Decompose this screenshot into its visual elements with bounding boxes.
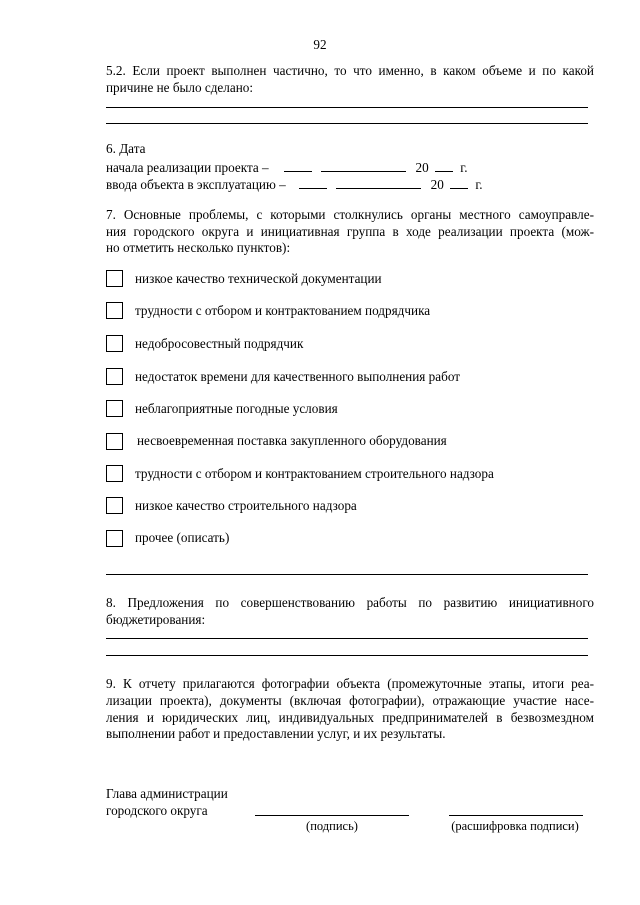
signature-decoding-caption: (расшифровка подписи)	[451, 819, 579, 833]
checkbox-option-3[interactable]	[106, 335, 123, 352]
section-5-2-line-1: 5.2. Если проект выполнен частично, то что именно, в каком объеме и по какой	[106, 63, 594, 78]
checkbox-option-6[interactable]	[106, 433, 123, 450]
option-label-3: недобросовестный подрядчик	[135, 336, 304, 351]
start-date-row	[106, 159, 468, 174]
option-label-4: недостаток времени для качественного выполнения работ	[135, 369, 460, 384]
answer-line-other[interactable]	[106, 574, 588, 575]
checkbox-option-2[interactable]	[106, 302, 123, 319]
signatory-title-line-1: Глава администрации	[106, 786, 228, 801]
answer-line-5-2-b[interactable]	[106, 123, 588, 124]
answer-line-8-b[interactable]	[106, 655, 588, 656]
section-9-line-3: ления и юридических лиц, индивидуальных предпринимателей в безвозмездном	[106, 710, 594, 725]
option-label-5: неблагоприятные погодные условия	[135, 401, 338, 416]
option-label-1: низкое качество технической документации	[135, 271, 382, 286]
start-day-field[interactable]	[284, 159, 312, 172]
signature-decoding-line[interactable]	[449, 815, 583, 816]
option-label-2: трудности с отбором и контрактованием подрядчика	[135, 303, 431, 318]
section-7-line-3: но отметить несколько пунктов):	[106, 240, 291, 255]
checkbox-option-7[interactable]	[106, 465, 123, 482]
section-6-title: 6. Дата	[106, 141, 146, 156]
commission-year-prefix: 20	[430, 177, 444, 192]
section-7-line-2: ния городского округа и инициативная группа в ходе реализации проекта (мож-	[106, 224, 594, 239]
section-9-line-2: лизации проекта), документы (включая фотографии), отражающие участие насе-	[106, 693, 594, 708]
commission-day-field[interactable]	[299, 176, 327, 189]
checkbox-option-8[interactable]	[106, 497, 123, 514]
signature-caption: (подпись)	[306, 819, 358, 833]
section-8-line-2: бюджетирования:	[106, 612, 206, 627]
commission-date-label: ввода объекта в эксплуатацию –	[106, 177, 286, 192]
checkbox-option-5[interactable]	[106, 400, 123, 417]
option-label-8: низкое качество строительного надзора	[135, 498, 357, 513]
checkbox-option-1[interactable]	[106, 270, 123, 287]
checkbox-option-9[interactable]	[106, 530, 123, 547]
section-8-line-1: 8. Предложения по совершенствованию работы по развитию инициативного	[106, 595, 594, 610]
signatory-title-line-2: городского округа	[106, 803, 208, 818]
answer-line-8-a[interactable]	[106, 638, 588, 639]
section-5-2-line-2: причине не было сделано:	[106, 80, 254, 95]
commission-year-field[interactable]	[450, 176, 468, 189]
page-number: 92	[313, 37, 327, 52]
start-month-field[interactable]	[321, 159, 406, 172]
start-year-suffix: г.	[460, 160, 468, 175]
start-year-prefix: 20	[415, 160, 429, 175]
section-9-line-1: 9. К отчету прилагаются фотографии объекта (промежуточные этапы, итоги реа-	[106, 676, 594, 691]
answer-line-5-2-a[interactable]	[106, 107, 588, 108]
section-9-line-4: выполнении работ и предоставлении услуг, и их результаты.	[106, 726, 446, 741]
start-year-field[interactable]	[435, 159, 453, 172]
section-7-line-1: 7. Основные проблемы, с которыми столкнулись органы местного самоуправле-	[106, 207, 594, 222]
checkbox-option-4[interactable]	[106, 368, 123, 385]
commission-year-suffix: г.	[475, 177, 483, 192]
option-label-6: несвоевременная поставка закупленного оборудования	[137, 433, 447, 448]
commission-month-field[interactable]	[336, 176, 421, 189]
option-label-9: прочее (описать)	[135, 530, 230, 545]
commission-date-row	[106, 176, 483, 191]
option-label-7: трудности с отбором и контрактованием строительного надзора	[135, 466, 494, 481]
start-date-label: начала реализации проекта –	[106, 160, 269, 175]
signature-line[interactable]	[255, 815, 409, 816]
